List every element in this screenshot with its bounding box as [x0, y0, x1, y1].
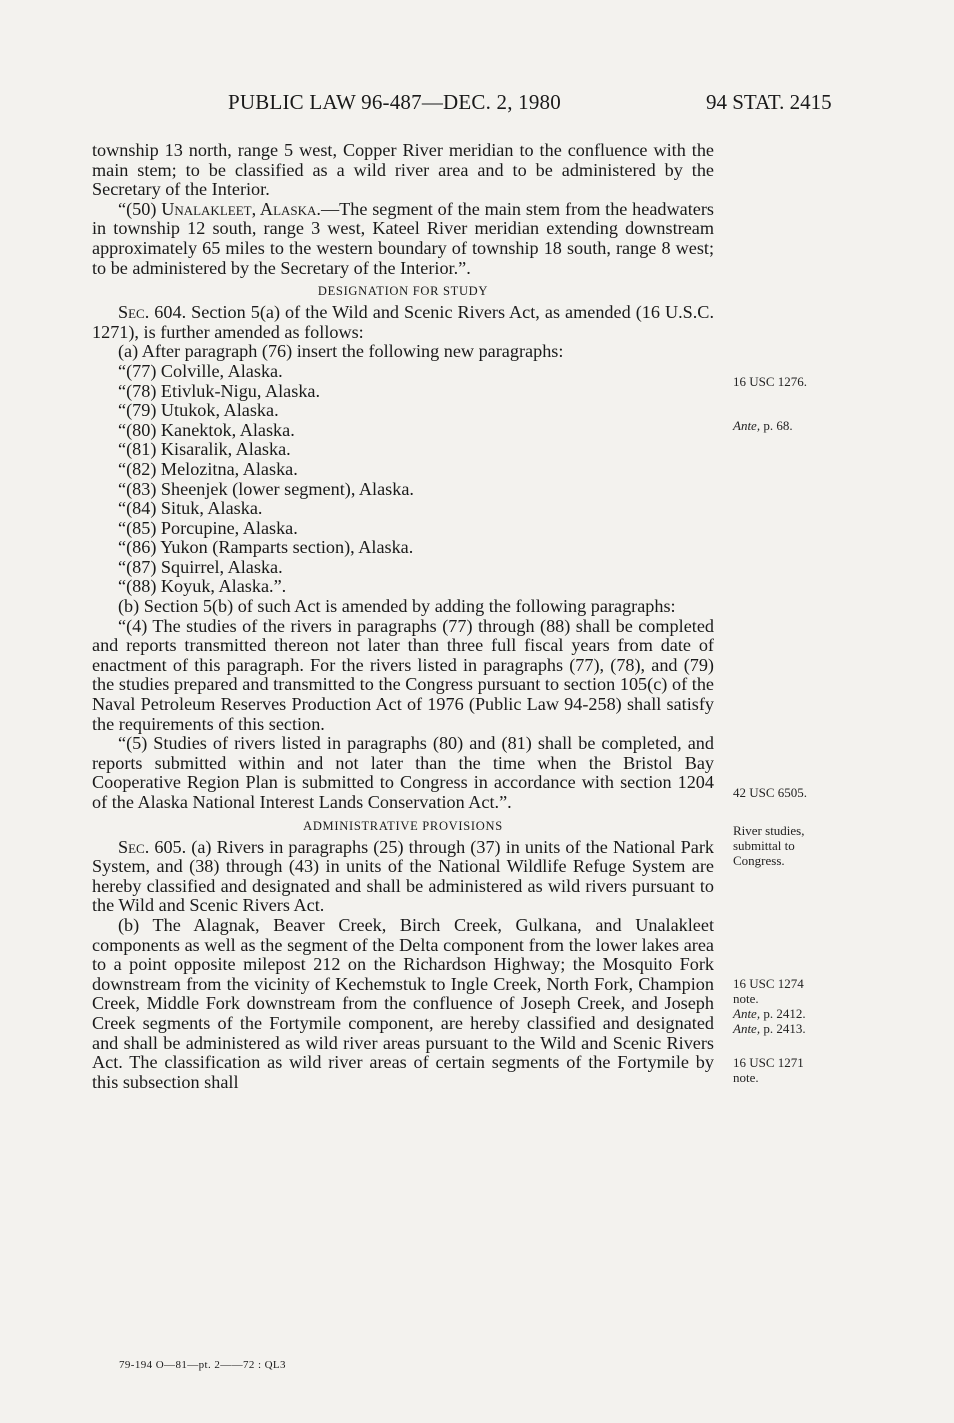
margin-note-line: Congress. [733, 853, 785, 868]
page-header [0, 90, 954, 120]
list-item: “(88) Koyuk, Alaska.”. [118, 576, 287, 597]
paragraph-50-number: “(50) [118, 198, 162, 219]
section-605 [92, 838, 714, 916]
margin-note-line: note. [733, 991, 759, 1006]
heading-administrative-provisions: ADMINISTRATIVE PROVISIONS [303, 818, 503, 833]
margin-note-line: note. [733, 1070, 759, 1085]
margin-note-16usc1276 [733, 374, 807, 389]
margin-note-ante: Ante, [733, 1006, 761, 1021]
list-item: “(80) Kanektok, Alaska. [118, 419, 295, 440]
paragraph-4: “(4) The studies of the rivers in paragraphs (77) through (88) shall be completed and reports transmitted thereon not later than three full fiscal years from date of enactment of this paragraph. For the rivers listed in paragraphs (77), (78), and (79) the studies prepared and transmitted to the Congress pursuant to section 105(c) of the Naval Petroleum Reserves Production Act of 1976 (Public Law 94-258) shall satisfy the requirements of this section. [92, 615, 714, 734]
list-item: “(83) Sheenjek (lower segment), Alaska. [118, 478, 414, 499]
margin-note-ante: Ante, [733, 418, 761, 433]
margin-note-16usc1271 [733, 1055, 804, 1085]
list-item: “(85) Porcupine, Alaska. [118, 517, 298, 538]
list-item: “(78) Etivluk-Nigu, Alaska. [118, 380, 321, 401]
margin-note-42usc6505 [733, 785, 807, 800]
margin-note-ante-68 [733, 418, 793, 433]
section-605-b: (b) The Alagnak, Beaver Creek, Birch Creek, Gulkana, and Unalakleet components as well as the segment of the Delta component from the lower lakes area to a point opposite milepost 212 on the Richardson Highway; the Mosquito Fork downstream from the vicinity of Kechemstuk to Ingle Creek, North Fork, Champion Creek, Middle Fork downstream from the confluence of Joseph Creek, and Joseph Creek segments of the Fortymile component, are hereby classified and designated and shall be administered as wild river areas pursuant to the Wild and Scenic Rivers Act. The classification as wild river areas of certain segments of the Fortymile by this subsection shall [92, 914, 714, 1092]
river-list [92, 362, 714, 597]
list-item: “(86) Yukon (Ramparts section), Alaska. [118, 537, 414, 558]
subsection-a: (a) After paragraph (76) insert the following new paragraphs: [118, 341, 564, 362]
section-605-label: Sec [118, 836, 145, 857]
list-item: “(79) Utukok, Alaska. [118, 400, 279, 421]
paragraph-5: “(5) Studies of rivers listed in paragraphs (80) and (81) shall be completed, and reports submitted within and not later than the time when the Bristol Bay Cooperative Region Plan is submitted to Congress in accordance with section 1204 of the Alaska National Interest Lands Conservation Act.”. [92, 733, 714, 812]
margin-note-text: 42 USC 6505. [733, 785, 808, 800]
list-item: “(81) Kisaralik, Alaska. [118, 439, 291, 460]
statute-page: 94 STAT. 2415 [706, 90, 832, 114]
heading-designation-for-study: DESIGNATION FOR STUDY [317, 284, 489, 299]
margin-note-page: p. 2413. [760, 1021, 806, 1036]
margin-note-ante: Ante, [733, 1021, 761, 1036]
margin-note-river-studies [733, 823, 805, 868]
margin-note-line: submittal to [733, 838, 795, 853]
paragraph-50 [92, 200, 714, 278]
margin-note-line: 16 USC 1271 [733, 1055, 804, 1070]
print-footer: 79-194 O—81—pt. 2——72 : QL3 [119, 1359, 286, 1371]
paragraph-50-text: .—The segment of the main stem from the headwaters in township 12 south, range 3 west, Kateel River meridian extending downstream approximately 65 miles to the western boundary of township 18 south, range 8 west; to be administered by the Secretary of the Interior.”. [92, 198, 714, 278]
margin-note-text: 16 USC 1276. [733, 374, 808, 389]
section-604 [92, 303, 714, 342]
paragraph-continued: township 13 north, range 5 west, Copper River meridian to the confluence with the main stem; to be classified as a wild river area and to be administered by the Secretary of the Interior. [92, 140, 714, 200]
margin-note-16usc1274 [733, 976, 806, 1036]
margin-note-page: p. 68. [760, 418, 793, 433]
section-605-text: . 605. (a) Rivers in paragraphs (25) through (37) in units of the National Park System, and (38) through (43) in units of the National Wildlife Refuge System are hereby classified and designated and shall be administered as wild rivers pursuant to the Wild and Scenic Rivers Act. [92, 836, 714, 916]
main-text [92, 141, 714, 1092]
subsection-b: (b) Section 5(b) of such Act is amended by adding the following paragraphs: [118, 596, 676, 617]
section-604-label: Sec [118, 302, 145, 323]
margin-note-line [733, 1021, 806, 1036]
list-item: “(77) Colville, Alaska. [118, 360, 283, 381]
law-title: PUBLIC LAW 96-487—DEC. 2, 1980 [228, 90, 561, 114]
section-604-text: . 604. Section 5(a) of the Wild and Scenic Rivers Act, as amended (16 U.S.C. 1271), is further amended as follows: [92, 302, 714, 342]
paragraph-50-name: Unalakleet, Alaska [161, 198, 317, 219]
margin-note-page: p. 2412. [760, 1006, 806, 1021]
list-item: “(87) Squirrel, Alaska. [118, 556, 283, 577]
list-item: “(84) Situk, Alaska. [118, 498, 263, 519]
margin-note-line: River studies, [733, 823, 805, 838]
margin-note-line [733, 1006, 806, 1021]
list-item: “(82) Melozitna, Alaska. [118, 458, 298, 479]
margin-note-line: 16 USC 1274 [733, 976, 804, 991]
